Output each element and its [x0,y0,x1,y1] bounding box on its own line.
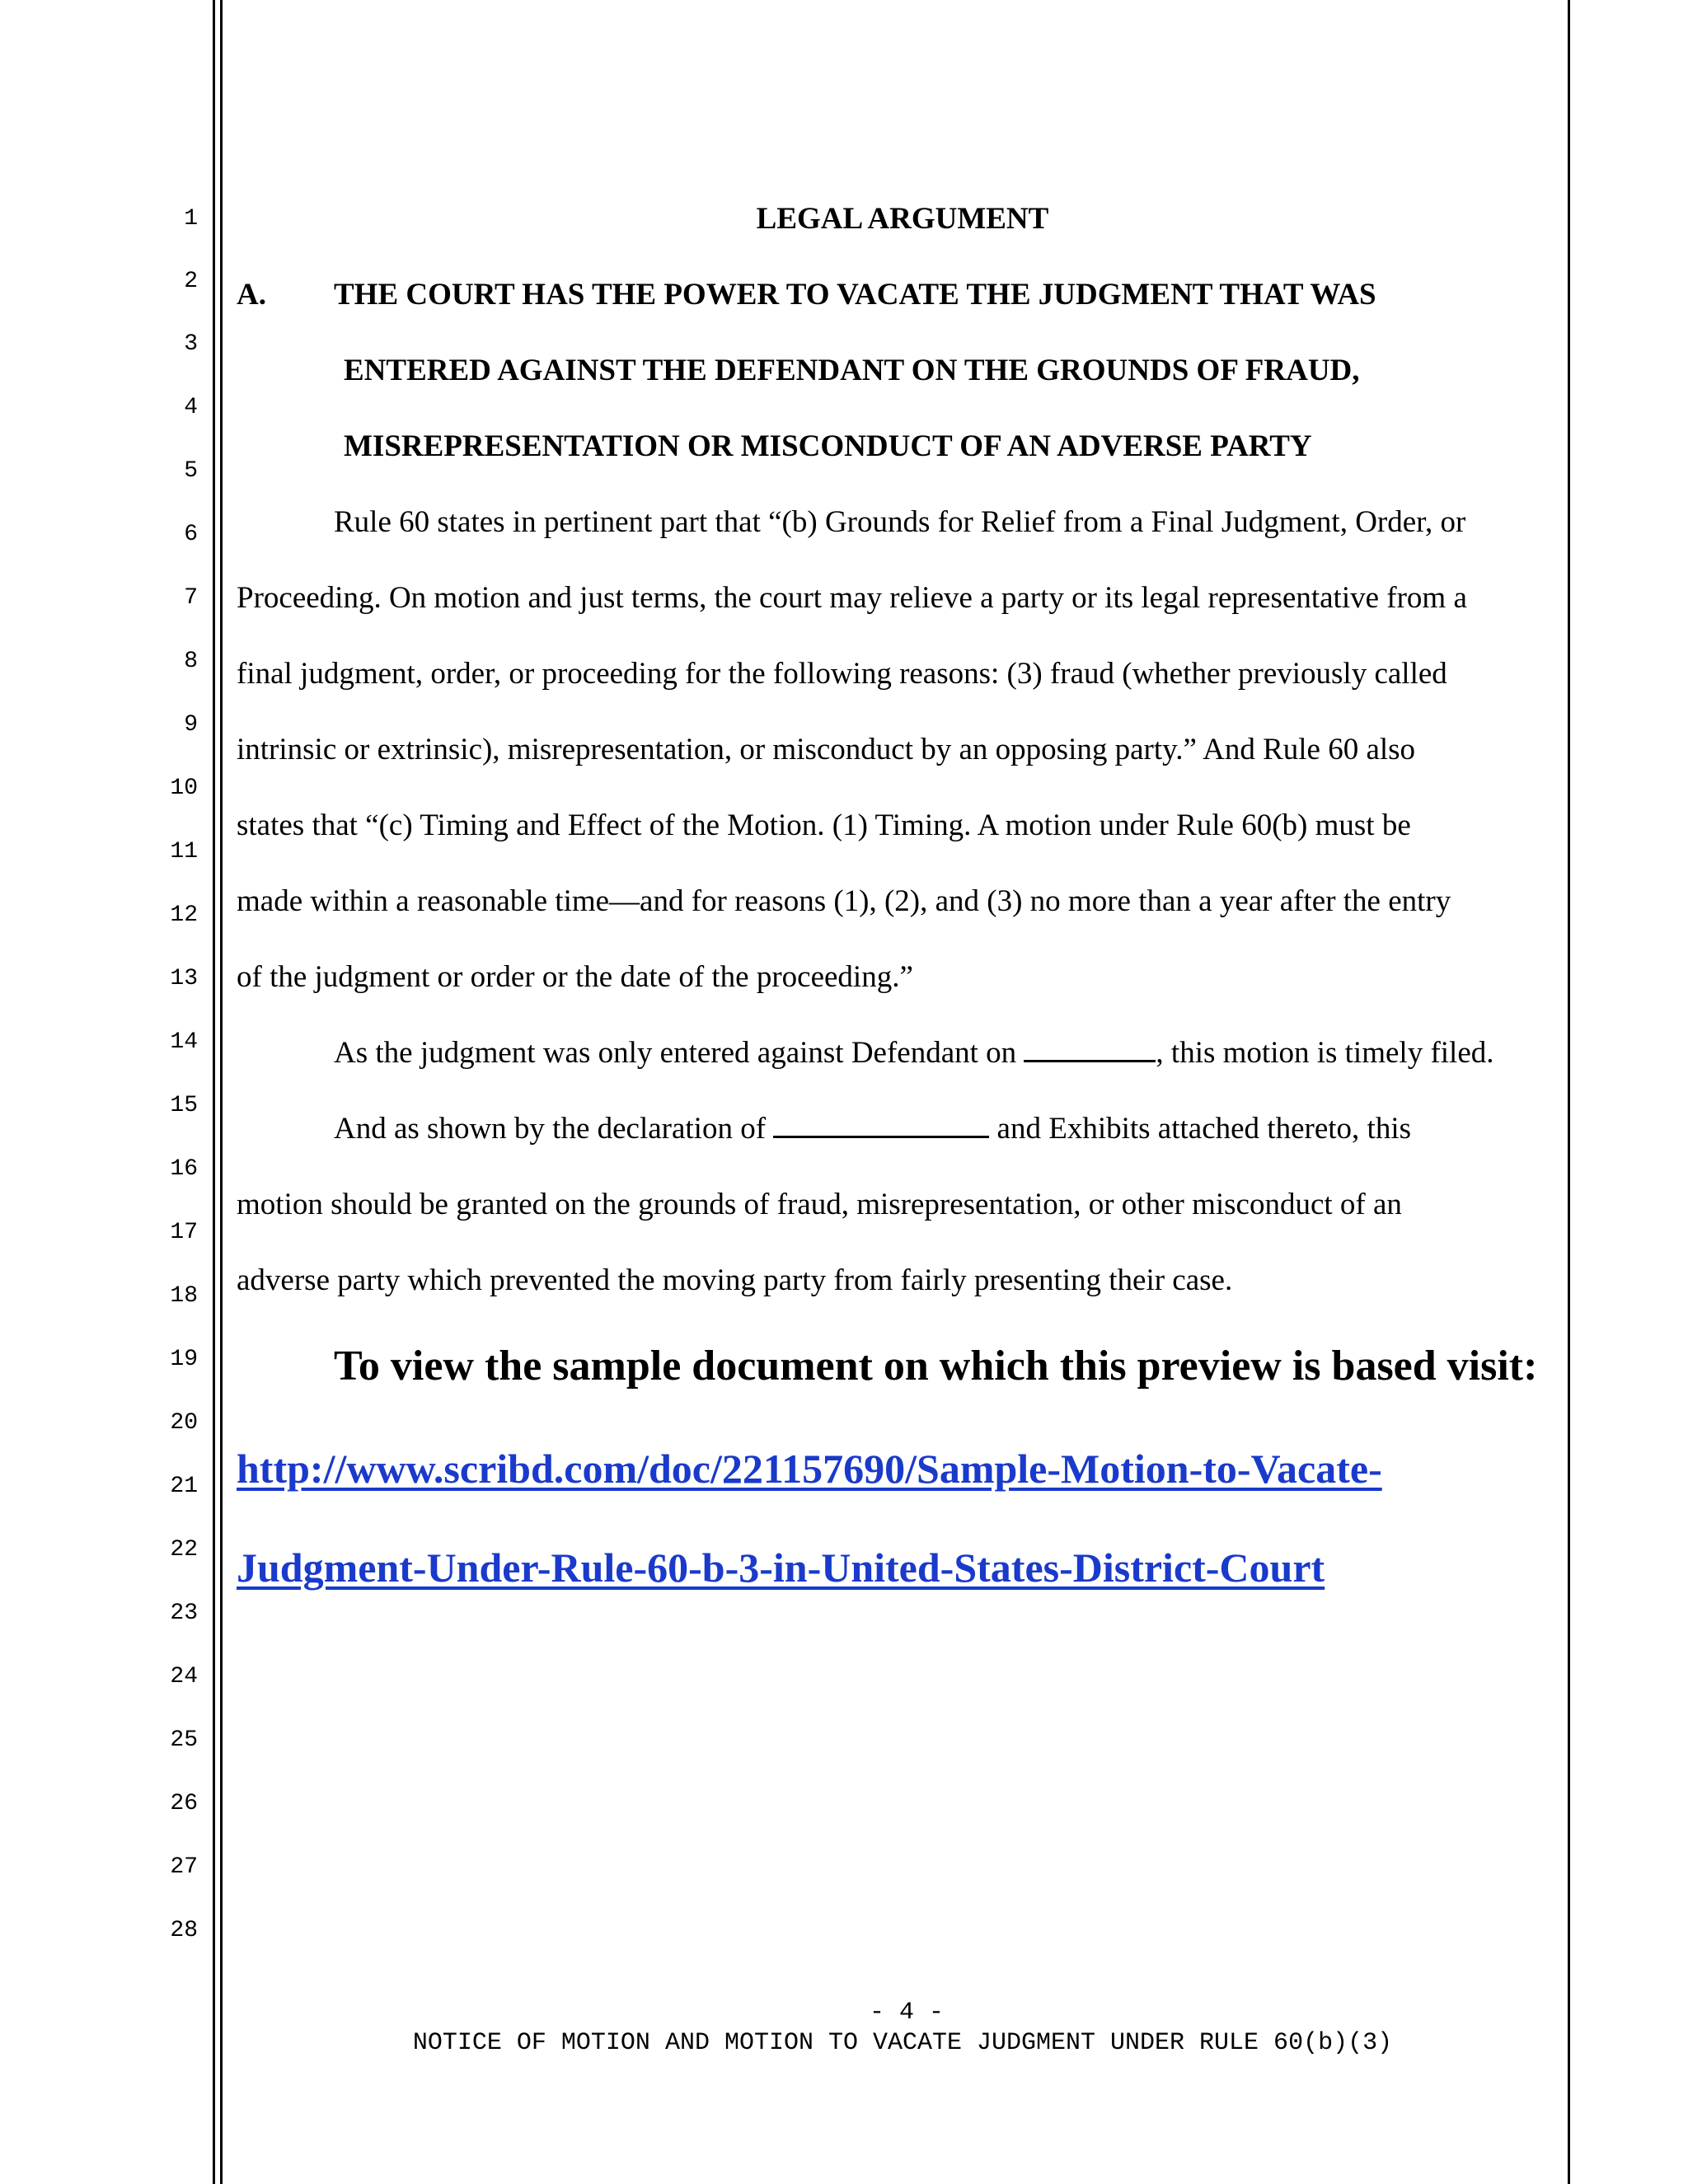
body-line: final judgment, order, or proceeding for the following reasons: (3) fraud (whether previously called [237,657,1447,691]
line-number: 19 [170,1347,198,1372]
section-letter: A. [237,278,266,312]
timely-filed-line [334,1035,1494,1071]
line-number: 26 [170,1791,198,1816]
body-line: intrinsic or extrinsic), misrepresentation, or misconduct by an opposing party.” And Rule 60 also [237,733,1416,766]
line-number: 25 [170,1727,198,1753]
line-number: 2 [184,269,198,294]
right-margin-rule [1568,0,1570,2184]
declaration-text-after: and Exhibits attached thereto, this [989,1112,1411,1146]
section-heading-line: MISREPRESENTATION OR MISCONDUCT OF AN ADVERSE PARTY [344,429,1312,463]
timely-text-before: As the judgment was only entered against Defendant on [334,1036,1025,1070]
sample-document-link-line-1[interactable]: http://www.scribd.com/doc/221157690/Sample-Motion-to-Vacate- [237,1446,1382,1492]
line-number: 7 [184,585,198,611]
line-number: 6 [184,522,198,547]
line-number: 10 [170,776,198,801]
line-number: 5 [184,458,198,484]
line-number: 1 [184,206,198,232]
sample-document-link-line-2[interactable]: Judgment-Under-Rule-60-b-3-in-United-States-District-Court [237,1544,1325,1591]
page-number: - 4 - [869,1999,944,2027]
date-blank [1024,1035,1156,1062]
line-number: 28 [170,1918,198,1943]
line-number: 8 [184,649,198,674]
line-number: 11 [170,839,198,865]
section-heading-line: ENTERED AGAINST THE DEFENDANT ON THE GROUNDS OF FRAUD, [344,354,1360,387]
line-number: 13 [170,966,198,991]
line-number: 17 [170,1220,198,1245]
timely-text-after: , this motion is timely filed. [1156,1036,1494,1070]
line-number: 20 [170,1410,198,1436]
preview-notice: To view the sample document on which this preview is based visit: [334,1343,1538,1390]
line-number: 15 [170,1093,198,1118]
line-number: 12 [170,902,198,928]
line-number: 24 [170,1664,198,1690]
line-number: 9 [184,712,198,738]
body-line: adverse party which prevented the moving party from fairly presenting their case. [237,1263,1233,1297]
line-number: 22 [170,1537,198,1563]
footer-document-title: NOTICE OF MOTION AND MOTION TO VACATE JUDGMENT UNDER RULE 60(b)(3) [412,2029,1393,2057]
line-number: 16 [170,1156,198,1182]
declarant-blank [773,1111,989,1138]
line-number: 3 [184,331,198,357]
line-number: 21 [170,1474,198,1499]
declaration-text-before: And as shown by the declaration of [334,1112,774,1146]
left-margin-rule-outer [213,0,215,2184]
page-title: LEGAL ARGUMENT [756,202,1049,236]
body-line: motion should be granted on the grounds of fraud, misrepresentation, or other misconduct of an [237,1188,1402,1221]
body-line: made within a reasonable time—and for reasons (1), (2), and (3) no more than a year after the entry [237,884,1451,918]
body-line: states that “(c) Timing and Effect of the Motion. (1) Timing. A motion under Rule 60(b) must be [237,808,1411,842]
line-number: 23 [170,1601,198,1626]
line-number: 18 [170,1283,198,1309]
line-number: 14 [170,1029,198,1055]
section-heading-line: THE COURT HAS THE POWER TO VACATE THE JUDGMENT THAT WAS [334,278,1376,312]
body-line: Rule 60 states in pertinent part that “(b) Grounds for Relief from a Final Judgment, Order, or [334,505,1466,539]
line-number: 27 [170,1854,198,1880]
left-margin-rule-inner [220,0,223,2184]
line-number: 4 [184,395,198,420]
body-line: Proceeding. On motion and just terms, the court may relieve a party or its legal representative from a [237,581,1467,615]
declaration-line [334,1111,1411,1147]
body-line: of the judgment or order or the date of the proceeding.” [237,960,913,994]
